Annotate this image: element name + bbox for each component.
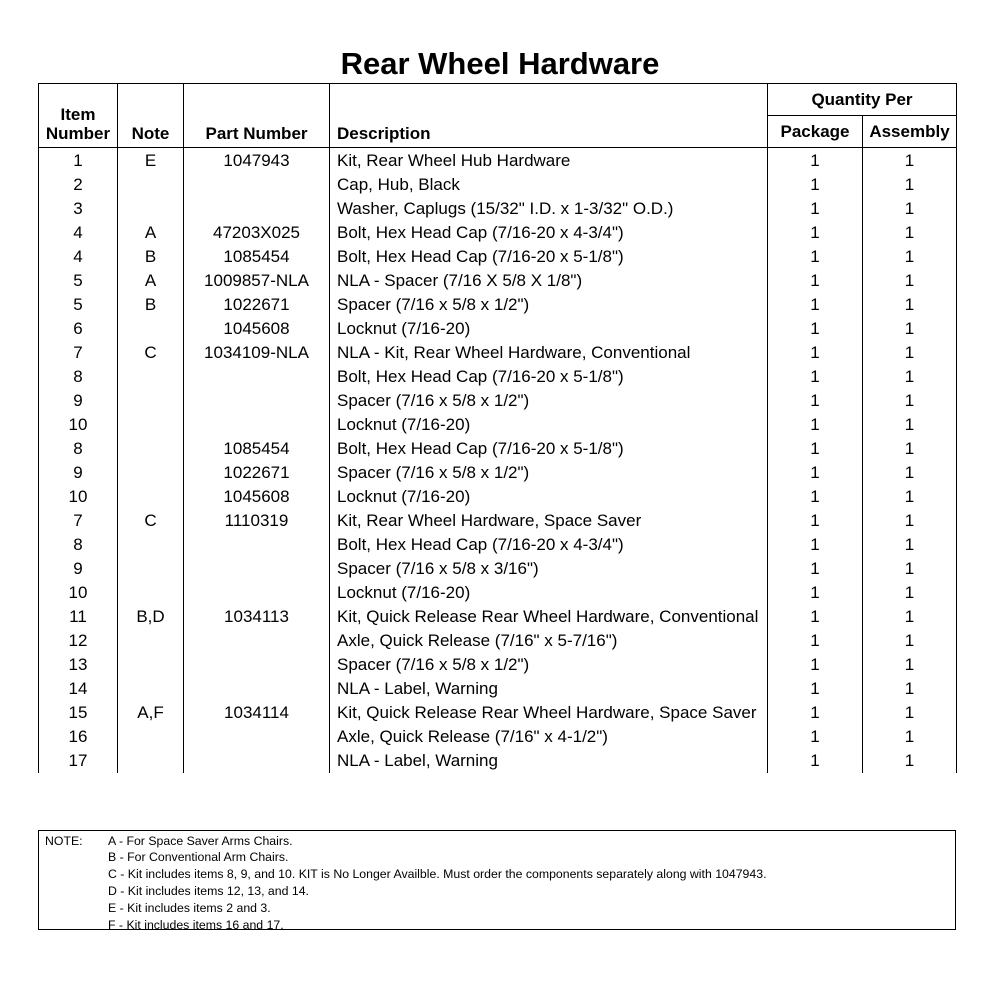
item-header-line2: Number (45, 124, 111, 143)
description-cell: Axle, Quick Release (7/16" x 4-1/2") (330, 725, 768, 749)
assembly-qty-cell: 1 (863, 533, 957, 557)
assembly-qty-cell: 1 (863, 629, 957, 653)
description-cell: Bolt, Hex Head Cap (7/16-20 x 4-3/4") (330, 221, 768, 245)
parts-table (38, 83, 957, 773)
table-row (39, 197, 957, 221)
description-cell: Locknut (7/16-20) (330, 581, 768, 605)
note-line: C - Kit includes items 8, 9, and 10. KIT is No Longer Availble. Must order the components separately along with 1047943. (108, 867, 767, 881)
note-cell: E (118, 148, 184, 174)
part-number-cell (184, 197, 330, 221)
quantity-per-header: Quantity Per (768, 84, 957, 116)
description-cell: Spacer (7/16 x 5/8 x 1/2") (330, 461, 768, 485)
item-number-cell: 8 (39, 437, 118, 461)
item-number-cell: 14 (39, 677, 118, 701)
assembly-qty-cell: 1 (863, 701, 957, 725)
package-qty-cell: 1 (768, 389, 863, 413)
description-cell: Locknut (7/16-20) (330, 317, 768, 341)
table-row (39, 461, 957, 485)
assembly-qty-cell: 1 (863, 725, 957, 749)
item-number-cell: 11 (39, 605, 118, 629)
package-qty-cell: 1 (768, 533, 863, 557)
part-number-cell (184, 581, 330, 605)
description-cell: Kit, Quick Release Rear Wheel Hardware, Space Saver (330, 701, 768, 725)
part-number-cell (184, 533, 330, 557)
package-header: Package (768, 116, 863, 148)
table-row (39, 749, 957, 773)
table-row (39, 413, 957, 437)
description-cell: NLA - Kit, Rear Wheel Hardware, Conventional (330, 341, 768, 365)
part-number-cell (184, 725, 330, 749)
note-cell: B (118, 245, 184, 269)
part-number-cell (184, 677, 330, 701)
package-qty-cell: 1 (768, 341, 863, 365)
item-number-cell: 15 (39, 701, 118, 725)
description-cell: Bolt, Hex Head Cap (7/16-20 x 4-3/4") (330, 533, 768, 557)
table-row (39, 341, 957, 365)
note-cell (118, 629, 184, 653)
assembly-qty-cell: 1 (863, 485, 957, 509)
item-number-cell: 17 (39, 749, 118, 773)
note-cell (118, 365, 184, 389)
item-number-cell: 12 (39, 629, 118, 653)
note-cell: A (118, 221, 184, 245)
part-number-cell: 1034114 (184, 701, 330, 725)
item-number-cell: 5 (39, 293, 118, 317)
description-header: Description (330, 84, 768, 148)
table-header (39, 84, 957, 148)
package-qty-cell: 1 (768, 509, 863, 533)
part-number-cell: 1022671 (184, 293, 330, 317)
part-number-cell: 1085454 (184, 245, 330, 269)
assembly-qty-cell: 1 (863, 173, 957, 197)
package-qty-cell: 1 (768, 581, 863, 605)
table-row (39, 701, 957, 725)
assembly-qty-cell: 1 (863, 293, 957, 317)
assembly-qty-cell: 1 (863, 677, 957, 701)
table-row (39, 148, 957, 174)
assembly-qty-cell: 1 (863, 245, 957, 269)
part-number-cell: 1047943 (184, 148, 330, 174)
note-cell: B (118, 293, 184, 317)
package-qty-cell: 1 (768, 173, 863, 197)
part-number-cell (184, 629, 330, 653)
note-cell: A,F (118, 701, 184, 725)
package-qty-cell: 1 (768, 749, 863, 773)
description-cell: Spacer (7/16 x 5/8 x 1/2") (330, 389, 768, 413)
assembly-qty-cell: 1 (863, 317, 957, 341)
table-row (39, 269, 957, 293)
note-cell: C (118, 341, 184, 365)
assembly-qty-cell: 1 (863, 413, 957, 437)
description-cell: Cap, Hub, Black (330, 173, 768, 197)
item-number-cell: 13 (39, 653, 118, 677)
description-cell: Locknut (7/16-20) (330, 485, 768, 509)
assembly-qty-cell: 1 (863, 341, 957, 365)
item-number-cell: 7 (39, 509, 118, 533)
table-body (39, 148, 957, 774)
note-cell (118, 557, 184, 581)
item-number-cell: 10 (39, 581, 118, 605)
table-row (39, 653, 957, 677)
part-number-cell: 1009857-NLA (184, 269, 330, 293)
table-row (39, 389, 957, 413)
table-row (39, 317, 957, 341)
description-cell: NLA - Spacer (7/16 X 5/8 X 1/8") (330, 269, 768, 293)
package-qty-cell: 1 (768, 197, 863, 221)
assembly-qty-cell: 1 (863, 653, 957, 677)
assembly-qty-cell: 1 (863, 605, 957, 629)
description-cell: Bolt, Hex Head Cap (7/16-20 x 5-1/8") (330, 245, 768, 269)
table-row (39, 509, 957, 533)
notes-box (38, 830, 956, 930)
item-number-cell: 9 (39, 557, 118, 581)
note-line: B - For Conventional Arm Chairs. (108, 850, 289, 864)
assembly-qty-cell: 1 (863, 148, 957, 174)
table-row (39, 221, 957, 245)
note-line: F - Kit includes items 16 and 17. (108, 918, 284, 932)
notes-list (108, 833, 766, 934)
package-qty-cell: 1 (768, 605, 863, 629)
notes-label: NOTE: (45, 834, 83, 848)
note-cell (118, 173, 184, 197)
note-line: E - Kit includes items 2 and 3. (108, 901, 271, 915)
part-number-cell: 1110319 (184, 509, 330, 533)
assembly-qty-cell: 1 (863, 461, 957, 485)
note-cell (118, 581, 184, 605)
package-qty-cell: 1 (768, 437, 863, 461)
part-number-cell (184, 173, 330, 197)
assembly-header: Assembly (863, 116, 957, 148)
table-row (39, 557, 957, 581)
part-number-cell (184, 749, 330, 773)
note-cell: B,D (118, 605, 184, 629)
note-cell (118, 437, 184, 461)
description-cell: Bolt, Hex Head Cap (7/16-20 x 5-1/8") (330, 365, 768, 389)
page-title: Rear Wheel Hardware (340, 46, 660, 81)
note-line: A - For Space Saver Arms Chairs. (108, 834, 293, 848)
package-qty-cell: 1 (768, 221, 863, 245)
part-number-header: Part Number (184, 84, 330, 148)
assembly-qty-cell: 1 (863, 557, 957, 581)
table-row (39, 605, 957, 629)
package-qty-cell: 1 (768, 701, 863, 725)
item-number-cell: 10 (39, 485, 118, 509)
package-qty-cell: 1 (768, 365, 863, 389)
description-cell: Locknut (7/16-20) (330, 413, 768, 437)
note-cell (118, 389, 184, 413)
part-number-cell (184, 557, 330, 581)
package-qty-cell: 1 (768, 557, 863, 581)
part-number-cell (184, 413, 330, 437)
item-number-cell: 8 (39, 365, 118, 389)
assembly-qty-cell: 1 (863, 437, 957, 461)
item-number-header (39, 84, 118, 148)
table-row (39, 581, 957, 605)
assembly-qty-cell: 1 (863, 269, 957, 293)
note-cell (118, 317, 184, 341)
assembly-qty-cell: 1 (863, 221, 957, 245)
note-cell (118, 485, 184, 509)
part-number-cell: 1034109-NLA (184, 341, 330, 365)
package-qty-cell: 1 (768, 461, 863, 485)
description-cell: NLA - Label, Warning (330, 677, 768, 701)
part-number-cell: 1022671 (184, 461, 330, 485)
part-number-cell (184, 653, 330, 677)
package-qty-cell: 1 (768, 317, 863, 341)
description-cell: Axle, Quick Release (7/16" x 5-7/16") (330, 629, 768, 653)
package-qty-cell: 1 (768, 413, 863, 437)
assembly-qty-cell: 1 (863, 389, 957, 413)
part-number-cell: 1085454 (184, 437, 330, 461)
package-qty-cell: 1 (768, 148, 863, 174)
package-qty-cell: 1 (768, 485, 863, 509)
package-qty-cell: 1 (768, 725, 863, 749)
item-number-cell: 7 (39, 341, 118, 365)
note-cell: A (118, 269, 184, 293)
part-number-cell: 47203X025 (184, 221, 330, 245)
item-number-cell: 8 (39, 533, 118, 557)
item-number-cell: 5 (39, 269, 118, 293)
package-qty-cell: 1 (768, 653, 863, 677)
item-number-cell: 3 (39, 197, 118, 221)
part-number-cell: 1034113 (184, 605, 330, 629)
note-cell (118, 197, 184, 221)
note-cell (118, 413, 184, 437)
description-cell: Kit, Rear Wheel Hardware, Space Saver (330, 509, 768, 533)
item-number-cell: 9 (39, 389, 118, 413)
table-row (39, 365, 957, 389)
assembly-qty-cell: 1 (863, 509, 957, 533)
part-number-cell: 1045608 (184, 317, 330, 341)
table-row (39, 293, 957, 317)
description-cell: Kit, Quick Release Rear Wheel Hardware, Conventional (330, 605, 768, 629)
part-number-cell: 1045608 (184, 485, 330, 509)
table-row (39, 725, 957, 749)
assembly-qty-cell: 1 (863, 197, 957, 221)
assembly-qty-cell: 1 (863, 581, 957, 605)
table-row (39, 173, 957, 197)
assembly-qty-cell: 1 (863, 365, 957, 389)
table-row (39, 485, 957, 509)
description-cell: Spacer (7/16 x 5/8 x 3/16") (330, 557, 768, 581)
note-cell (118, 749, 184, 773)
note-cell (118, 461, 184, 485)
description-cell: Spacer (7/16 x 5/8 x 1/2") (330, 293, 768, 317)
item-number-cell: 10 (39, 413, 118, 437)
description-cell: Kit, Rear Wheel Hub Hardware (330, 148, 768, 174)
table-row (39, 629, 957, 653)
item-number-cell: 4 (39, 245, 118, 269)
note-cell (118, 725, 184, 749)
table-row (39, 437, 957, 461)
package-qty-cell: 1 (768, 269, 863, 293)
description-cell: Spacer (7/16 x 5/8 x 1/2") (330, 653, 768, 677)
table-row (39, 245, 957, 269)
part-number-cell (184, 365, 330, 389)
description-cell: Bolt, Hex Head Cap (7/16-20 x 5-1/8") (330, 437, 768, 461)
item-number-cell: 9 (39, 461, 118, 485)
note-cell (118, 677, 184, 701)
item-number-cell: 4 (39, 221, 118, 245)
table-row (39, 533, 957, 557)
item-header-line1: Item (60, 105, 96, 124)
note-header: Note (118, 84, 184, 148)
description-cell: Washer, Caplugs (15/32" I.D. x 1-3/32" O.D.) (330, 197, 768, 221)
item-number-cell: 6 (39, 317, 118, 341)
package-qty-cell: 1 (768, 245, 863, 269)
assembly-qty-cell: 1 (863, 749, 957, 773)
note-cell: C (118, 509, 184, 533)
package-qty-cell: 1 (768, 629, 863, 653)
item-number-cell: 2 (39, 173, 118, 197)
item-number-cell: 16 (39, 725, 118, 749)
package-qty-cell: 1 (768, 677, 863, 701)
description-cell: NLA - Label, Warning (330, 749, 768, 773)
note-line: D - Kit includes items 12, 13, and 14. (108, 884, 309, 898)
item-number-cell: 1 (39, 148, 118, 174)
table-row (39, 677, 957, 701)
note-cell (118, 533, 184, 557)
note-cell (118, 653, 184, 677)
package-qty-cell: 1 (768, 293, 863, 317)
part-number-cell (184, 389, 330, 413)
